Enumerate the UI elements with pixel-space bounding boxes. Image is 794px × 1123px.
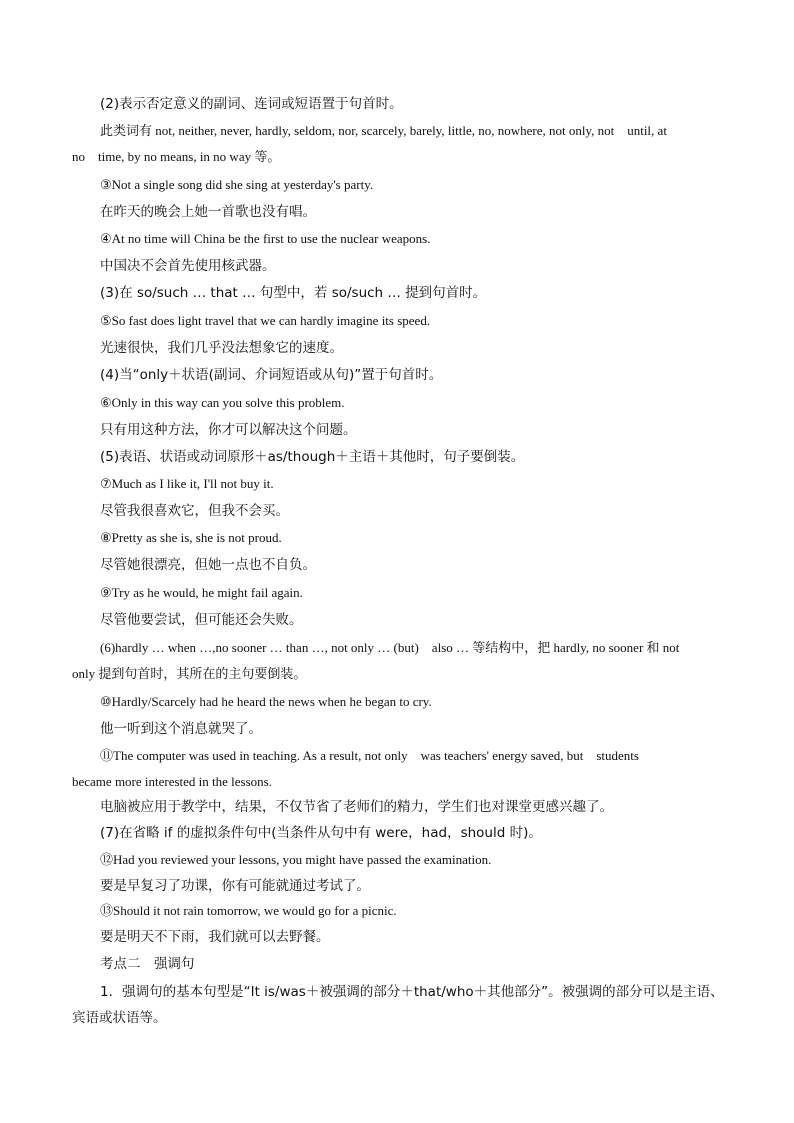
example-10-zh: 他一听到这个消息就哭了。 (100, 721, 262, 737)
example-4-en: ④At no time will China be the first to use the nuclear weapons. (100, 231, 431, 246)
rule-2-word-list (72, 118, 724, 170)
example-7-zh: 尽管我很喜欢它，但我不会买。 (100, 503, 289, 519)
example-10-en: ⑩Hardly/Scarcely had he heard the news when he began to cry. (100, 694, 432, 709)
example-6-zh: 只有用这种方法，你才可以解决这个问题。 (100, 422, 357, 438)
rule-4-heading: (4)当“only＋状语(副词、介词短语或从句)”置于句首时。 (100, 367, 443, 383)
rule-2-word-list-line2: no time, by no means, in no way 等。 (72, 149, 281, 164)
example-13-zh: 要是明天不下雨，我们就可以去野餐。 (100, 929, 330, 945)
example-12-en: ⑫Had you reviewed your lessons, you might have passed the examination. (100, 852, 492, 867)
example-12-zh: 要是早复习了功课，你有可能就通过考试了。 (100, 878, 370, 894)
rule-6-heading (72, 635, 724, 687)
rule-6-heading-line2: only 提到句首时，其所在的主句要倒装。 (72, 666, 307, 681)
example-3-zh: 在昨天的晚会上她一首歌也没有唱。 (100, 204, 316, 220)
rule-3-heading: (3)在 so/such … that … 句型中，若 so/such … 提到句首时。 (100, 285, 487, 301)
example-9-en: ⑨Try as he would, he might fail again. (100, 585, 303, 600)
rule-7-heading: (7)在省略 if 的虚拟条件句中(当条件从句中有 were，had，should 时)。 (100, 825, 542, 841)
rule-2-heading: (2)表示否定意义的副词、连词或短语置于句首时。 (100, 96, 403, 112)
example-4-zh: 中国决不会首先使用核武器。 (100, 258, 276, 274)
example-9-zh: 尽管他要尝试，但可能还会失败。 (100, 612, 303, 628)
example-7-en: ⑦Much as I like it, I'll not buy it. (100, 476, 274, 491)
emphatic-rule-1 (72, 979, 724, 1031)
example-11-en (72, 743, 724, 795)
section-heading-emphatic: 考点二 强调句 (100, 956, 195, 972)
example-11-zh: 电脑被应用于教学中，结果，不仅节省了老师们的精力，学生们也对课堂更感兴趣了。 (100, 799, 613, 815)
example-3-en: ③Not a single song did she sing at yesterday's party. (100, 177, 374, 192)
example-11-en-line2: became more interested in the lessons. (72, 774, 272, 789)
example-5-zh: 光速很快，我们几乎没法想象它的速度。 (100, 340, 343, 356)
emphatic-rule-1-line1: 1．强调句的基本句型是“It is/was＋被强调的部分＋that/who＋其他部分”。被强调的部分可以是主语、 (100, 984, 724, 1000)
example-6-en: ⑥Only in this way can you solve this problem. (100, 395, 345, 410)
example-8-zh: 尽管她很漂亮，但她一点也不自负。 (100, 557, 316, 573)
example-8-en: ⑧Pretty as she is, she is not proud. (100, 530, 282, 545)
rule-6-heading-line1: (6)hardly … when …,no sooner … than …, not only … (but) also … 等结构中，把 hardly, no sooner 和 not (100, 640, 680, 655)
rule-5-heading: (5)表语、状语或动词原形＋as/though＋主语＋其他时，句子要倒装。 (100, 449, 525, 465)
emphatic-rule-1-line2: 宾语或状语等。 (72, 1010, 167, 1026)
example-11-en-line1: ⑪The computer was used in teaching. As a result, not only was teachers' energy saved, but students (100, 748, 639, 763)
example-5-en: ⑤So fast does light travel that we can hardly imagine its speed. (100, 313, 431, 328)
rule-2-word-list-line1: 此类词有 not, neither, never, hardly, seldom, nor, scarcely, barely, little, no, nowhere, not only, not until, at (100, 123, 667, 138)
example-13-en: ⑬Should it not rain tomorrow, we would go for a picnic. (100, 903, 397, 918)
